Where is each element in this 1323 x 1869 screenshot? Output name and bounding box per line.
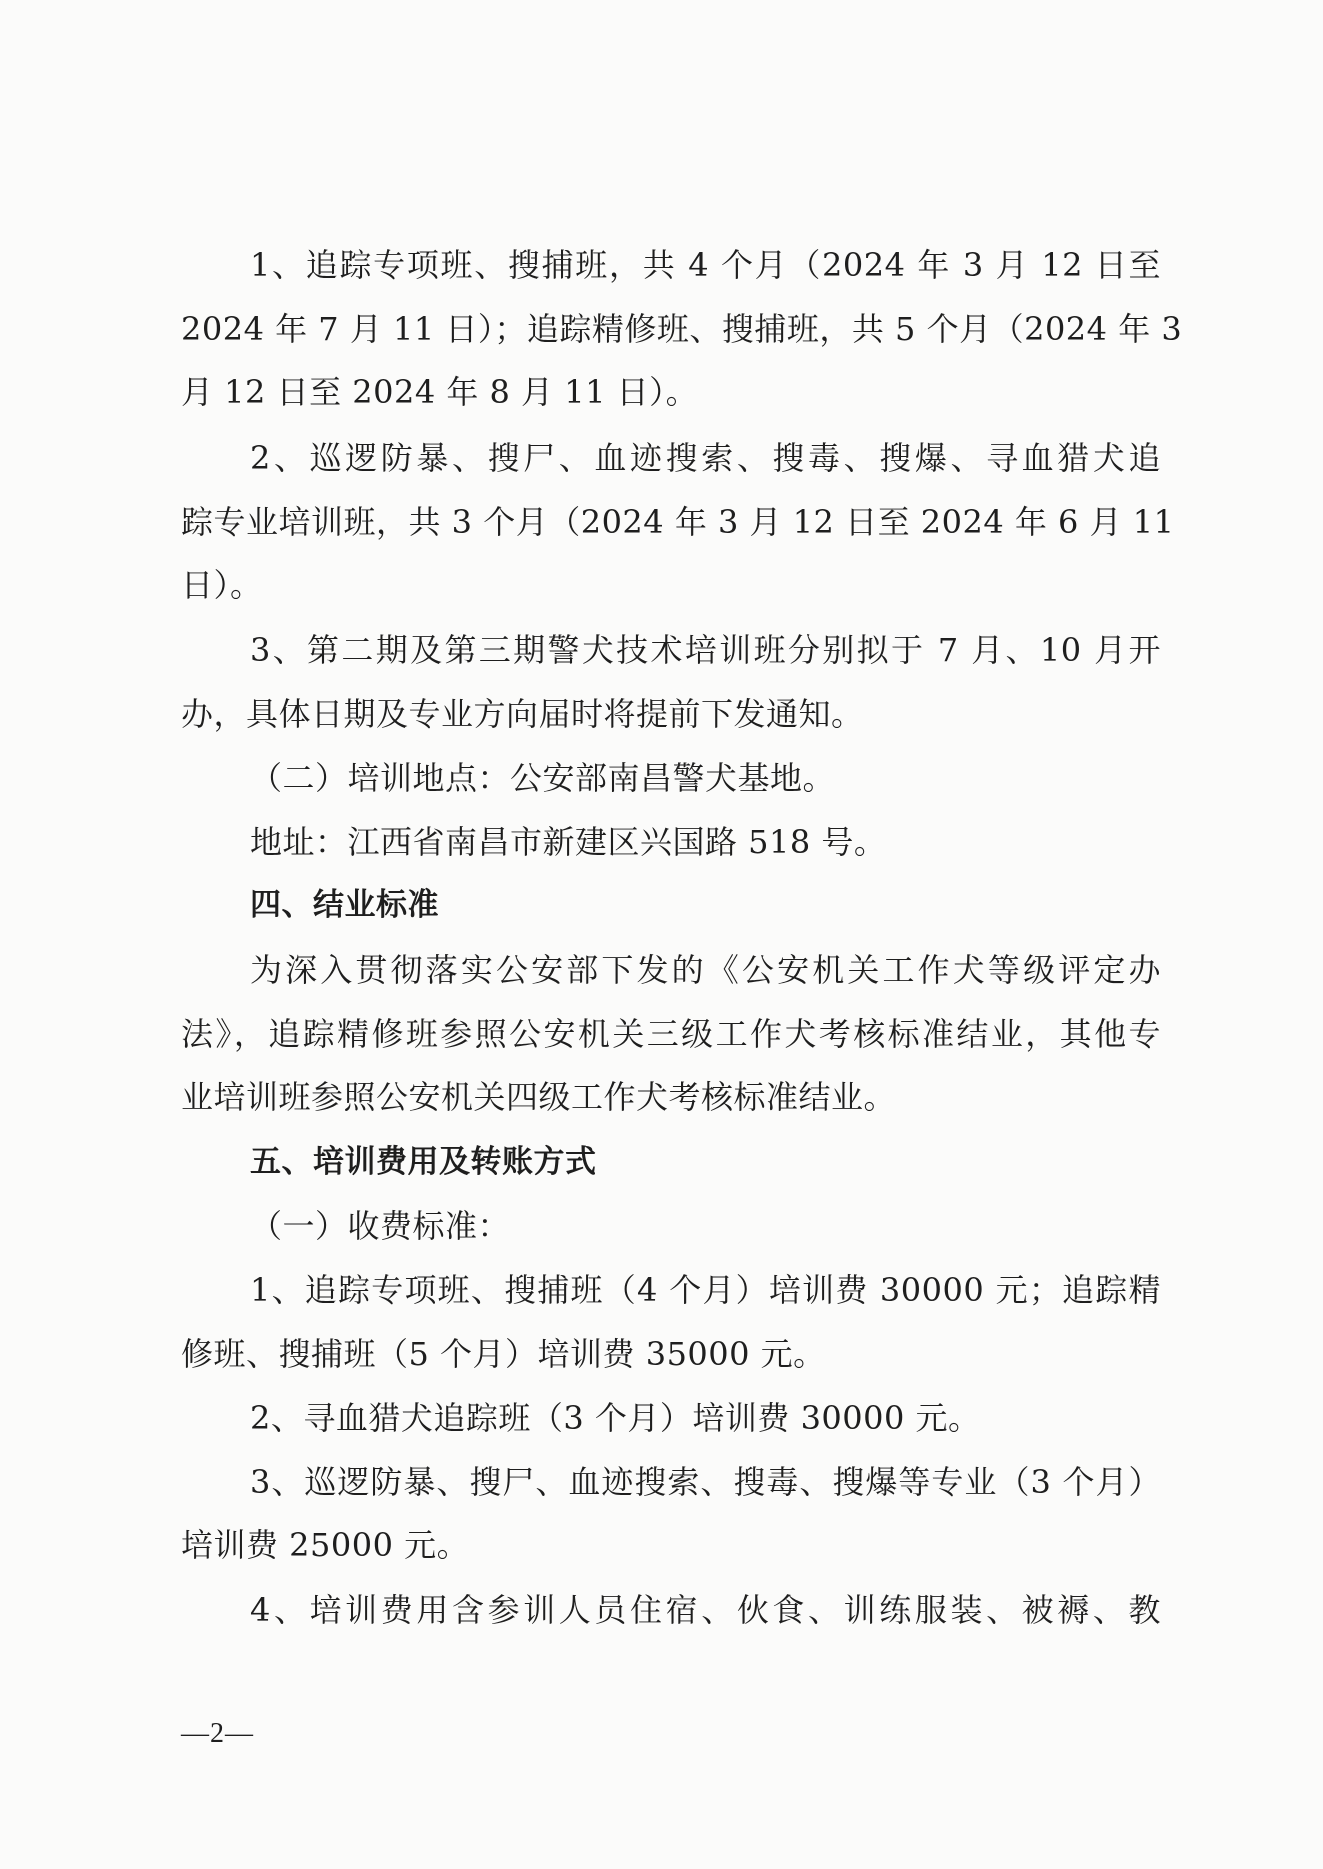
paragraph-line: 2、寻血猎犬追踪班（3 个月）培训费 30000 元。	[250, 1399, 981, 1437]
paragraph-line: 办，具体日期及专业方向届时将提前下发通知。	[181, 695, 864, 733]
section-subheading: （一）收费标准：	[250, 1207, 511, 1245]
paragraph-line: 为深入贯彻落实公安部下发的《公安机关工作犬等级评定办	[250, 951, 1161, 989]
section-subheading: （二）培训地点：公安部南昌警犬基地。	[250, 759, 836, 797]
section-heading: 四、结业标准	[250, 887, 439, 923]
document-page	[181, 0, 1183, 1869]
paragraph-line: 踪专业培训班，共 3 个月（2024 年 3 月 12 日至 2024 年 6 月 11	[181, 503, 1175, 541]
paragraph-line: 1、追踪专项班、搜捕班（4 个月）培训费 30000 元；追踪精	[250, 1271, 1161, 1309]
paragraph-line: 3、第二期及第三期警犬技术培训班分别拟于 7 月、10 月开	[250, 631, 1161, 669]
paragraph-line: 4、培训费用含参训人员住宿、伙食、训练服装、被褥、教	[250, 1591, 1161, 1629]
paragraph-line: 月 12 日至 2024 年 8 月 11 日）。	[181, 373, 699, 411]
paragraph-line: 2024 年 7 月 11 日）；追踪精修班、搜捕班，共 5 个月（2024 年 3	[181, 310, 1183, 348]
section-heading: 五、培训费用及转账方式	[250, 1144, 597, 1180]
paragraph-line: 日）。	[181, 566, 263, 604]
paragraph-line: 2、巡逻防暴、搜尸、血迹搜索、搜毒、搜爆、寻血猎犬追	[250, 439, 1161, 477]
paragraph-line: 1、追踪专项班、搜捕班，共 4 个月（2024 年 3 月 12 日至	[250, 246, 1161, 284]
paragraph-line: 3、巡逻防暴、搜尸、血迹搜索、搜毒、搜爆等专业（3 个月）	[250, 1463, 1161, 1501]
address-line: 地址：江西省南昌市新建区兴国路 518 号。	[250, 823, 887, 861]
page-number: —2—	[181, 1718, 254, 1749]
paragraph-line: 业培训班参照公安机关四级工作犬考核标准结业。	[181, 1078, 897, 1116]
paragraph-line: 法》，追踪精修班参照公安机关三级工作犬考核标准结业，其他专	[181, 1015, 1161, 1053]
paragraph-line: 培训费 25000 元。	[181, 1526, 470, 1564]
paragraph-line: 修班、搜捕班（5 个月）培训费 35000 元。	[181, 1335, 826, 1373]
